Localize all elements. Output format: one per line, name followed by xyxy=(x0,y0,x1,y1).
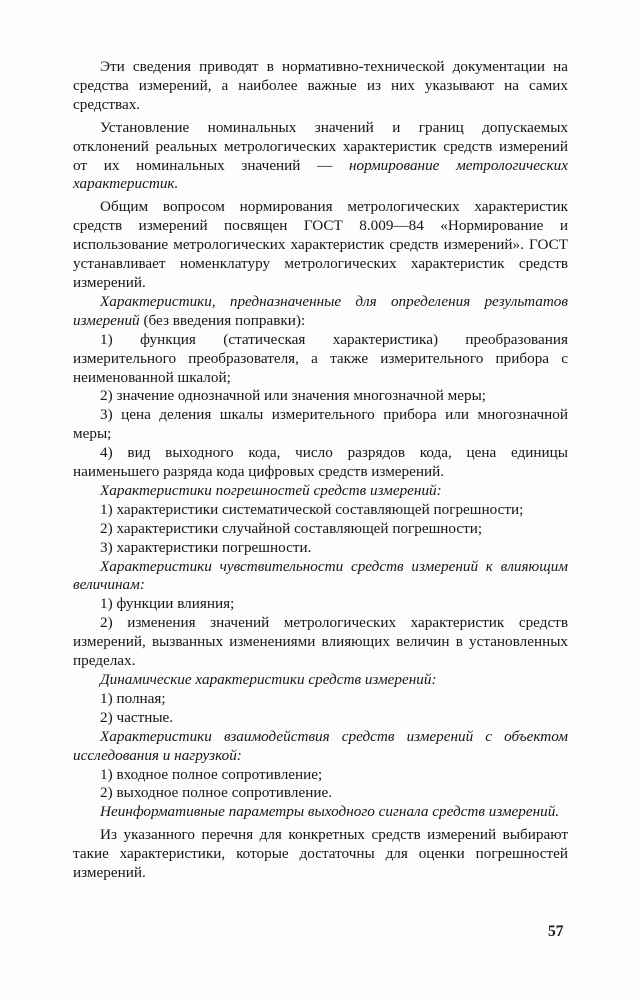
list-item: 2) характеристики случайной составляющей погрешности; xyxy=(100,519,483,537)
paragraph-normalization-text: Установление номинальных значений и границ допускаемых отклонений реальных метрологических характеристик средств измерений от их номинальных значений — xyxy=(73,118,568,174)
list-item: 2) выходное полное сопротивление. xyxy=(100,784,333,802)
heading-noninformative-parameters: Неинформативные параметры выходного сигнала средств измерений. xyxy=(100,803,560,821)
paragraph-gost: Общим вопросом нормирования метрологических характеристик средств измерений посвящен ГОСТ 8.009—84 «Нормирование и использование метрологических характеристик средств измерений». ГОСТ устанавливает номенклатуру метрологических характеристик средств измерений. xyxy=(73,198,568,291)
heading-result-characteristics-italic: Характеристики, предназначенные для определения результатов измерений xyxy=(73,292,568,329)
paragraph-intro: Эти сведения приводят в нормативно-технической документации на средства измерений, а наиболее важные из них указывают на самих средствах. xyxy=(73,58,568,113)
list-item: 1) функции влияния; xyxy=(100,595,235,613)
list-item: 1) входное полное сопротивление; xyxy=(100,765,323,783)
heading-interaction-characteristics: Характеристики взаимодействия средств измерений с объектом исследования и нагрузкой: xyxy=(73,727,568,764)
heading-error-characteristics: Характеристики погрешностей средств измерений: xyxy=(100,481,442,499)
paragraph-normalization xyxy=(73,119,568,195)
list-item: 1) полная; xyxy=(100,689,166,707)
list-item: 3) цена деления шкалы измерительного прибора или многозначной меры; xyxy=(73,406,568,443)
paragraph-conclusion: Из указанного перечня для конкретных средств измерений выбирают такие характеристики, которые достаточны для оценки погрешностей измерений. xyxy=(73,826,568,882)
heading-sensitivity-characteristics: Характеристики чувствительности средств измерений к влияющим величинам: xyxy=(73,557,568,594)
body-text xyxy=(73,58,568,883)
list-item: 4) вид выходного кода, число разрядов кода, цена единицы наименьшего разряда кода цифровых средств измерений. xyxy=(73,444,568,481)
list-item: 1) характеристики систематической составляющей погрешности; xyxy=(100,500,524,518)
heading-dynamic-characteristics: Динамические характеристики средств измерений: xyxy=(100,671,437,688)
list-item: 3) характеристики погрешности. xyxy=(100,538,312,556)
heading-result-characteristics xyxy=(73,293,568,331)
page-number: 57 xyxy=(548,923,564,940)
list-item: 1) функция (статическая характеристика) преобразования измерительного преобразователя, а также измерительного прибора с неименованной шкалой; xyxy=(73,330,568,386)
term-normalization: нормирование метрологических характеристик. xyxy=(73,156,568,193)
list-item: 2) значение однозначной или значения многозначной меры; xyxy=(100,387,487,405)
heading-result-characteristics-plain: (без введения поправки): xyxy=(139,311,306,329)
list-item: 2) частные. xyxy=(100,708,174,726)
list-item: 2) изменения значений метрологических характеристик средств измерений, вызванных изменениями влияющих величин в установленных пределах. xyxy=(73,614,568,670)
